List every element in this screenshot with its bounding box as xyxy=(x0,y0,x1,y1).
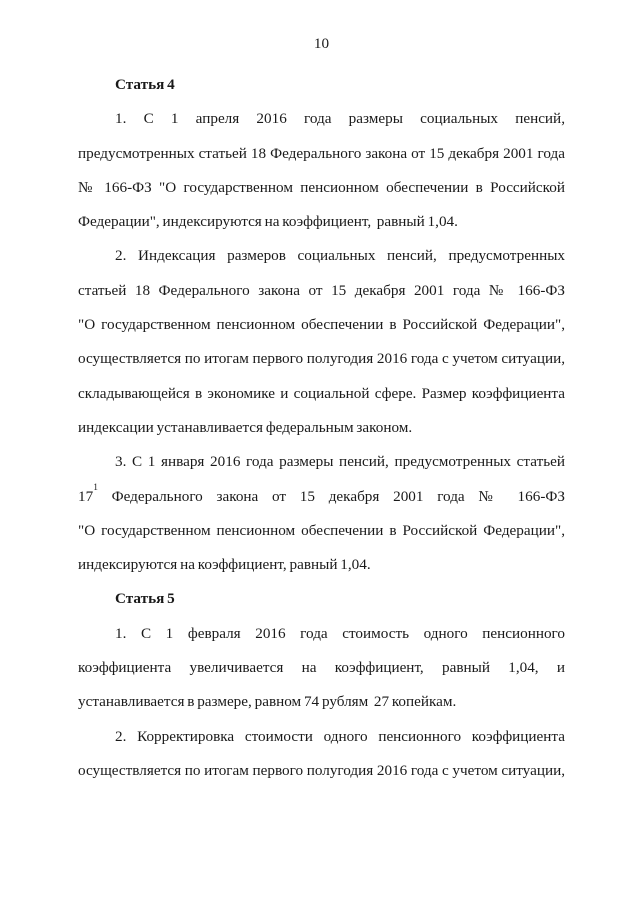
text-line: 3. С 1 января 2016 года размеры пенсий, предусмотренных статьей xyxy=(115,453,565,471)
text-line: статьей 18 Федерального закона от 15 декабря 2001 года № 166-ФЗ xyxy=(78,281,565,299)
text-line: предусмотренных статьей 18 Федерального закона от 15 декабря 2001 года xyxy=(78,144,565,162)
page-number: 10 xyxy=(313,35,330,52)
text-line: "О государственном пенсионном обеспечении в Российской Федерации", xyxy=(78,521,565,539)
text-line: 1. С 1 апреля 2016 года размеры социальных пенсий, xyxy=(115,110,565,128)
text-line: $17^1$ Федерального закона от 15 декабря 2001 года № 166-ФЗ xyxy=(78,483,565,505)
text-line: коэффициента увеличивается на коэффициент, равный 1,04, и xyxy=(78,659,565,677)
text-line: осуществляется по итогам первого полугодия 2016 года с учетом ситуации, xyxy=(78,350,565,368)
text-line: складывающейся в экономике и социальной сфере. Размер коэффициента xyxy=(78,384,565,402)
document-body xyxy=(78,68,565,788)
text-line: индексации устанавливается федеральным законом. xyxy=(78,418,413,436)
article-heading: Статья 5 xyxy=(115,590,175,608)
text-line: Федерации", индексируются на коэффициент, равный 1,04. xyxy=(78,213,458,231)
text-line: индексируются на коэффициент, равный 1,04. xyxy=(78,556,371,574)
text-line: "О государственном пенсионном обеспечении в Российской Федерации", xyxy=(78,316,565,334)
text-line: устанавливается в размере, равном 74 рублям 27 копейкам. xyxy=(78,693,457,711)
article-heading: Статья 4 xyxy=(115,76,175,93)
text-line: 1. С 1 февраля 2016 года стоимость одного пенсионного xyxy=(115,624,565,642)
superscript-text: 1 xyxy=(93,483,98,494)
text-line: осуществляется по итогам первого полугодия 2016 года с учетом ситуации, xyxy=(78,761,565,779)
text-line: № 166-ФЗ "О государственном пенсионном обеспечении в Российской xyxy=(78,178,565,196)
text-line: 2. Корректировка стоимости одного пенсионного коэффициента xyxy=(115,727,565,745)
text-line: 2. Индексация размеров социальных пенсий, предусмотренных xyxy=(115,247,565,265)
